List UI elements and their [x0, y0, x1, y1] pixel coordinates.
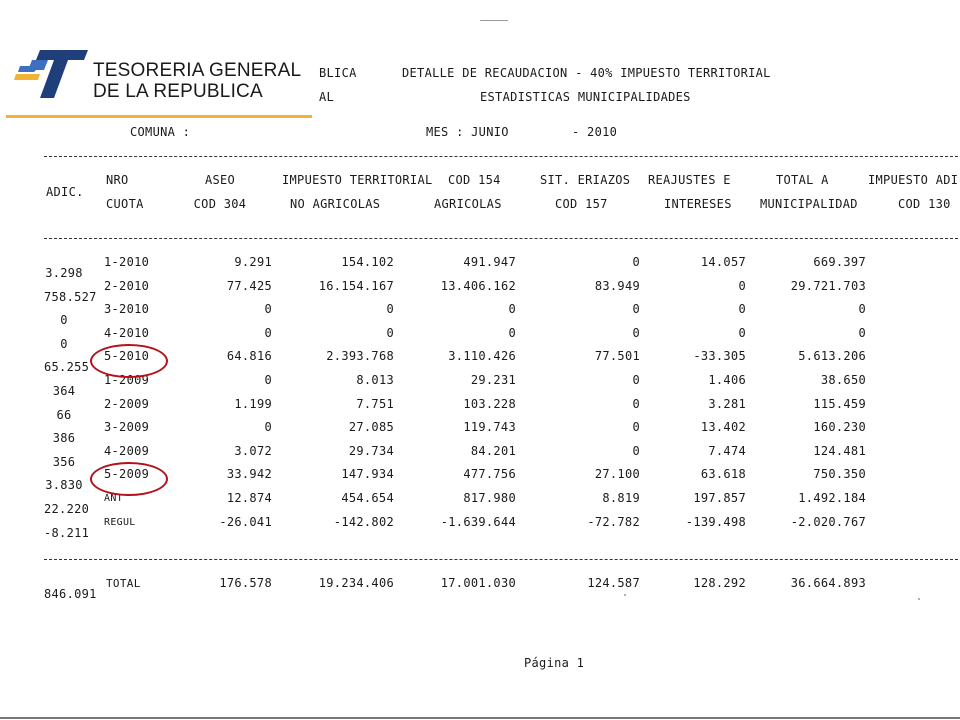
cell-total: 750.350 — [813, 467, 866, 482]
cell-reaj: 3.281 — [708, 396, 746, 411]
cell-total: 115.459 — [813, 396, 866, 411]
col-header-noagr-2: NO AGRICOLAS — [290, 197, 381, 211]
cell-agr: 84.201 — [470, 443, 516, 458]
col-header-agr-2: AGRICOLAS — [434, 197, 502, 211]
total-municipalidad: 36.664.893 — [790, 576, 866, 590]
cell-reaj: 7.474 — [708, 443, 746, 458]
cell-reaj: 14.057 — [700, 255, 746, 269]
cell-eriazos: 27.100 — [594, 467, 640, 482]
cell-agr: 0 — [508, 325, 516, 340]
cell-reaj: 63.618 — [700, 467, 746, 482]
adic-value: 3.830 — [45, 478, 83, 493]
cell-eriazos: 0 — [632, 325, 640, 340]
cell-eriazos: 77.501 — [594, 349, 640, 364]
cell-reaj: 1.406 — [708, 373, 746, 387]
logo-line-2: DE LA REPUBLICA — [93, 81, 263, 102]
total-agr: 17.001.030 — [440, 576, 516, 590]
row-cuota: REGUL — [104, 516, 136, 528]
col-header-adi-2: COD 130 — [898, 197, 951, 211]
cell-noagr: 0 — [386, 325, 394, 340]
cell-reaj: 197.857 — [693, 491, 746, 505]
total-noagr: 19.234.406 — [318, 576, 394, 590]
row-cuota: 1-2010 — [104, 255, 150, 269]
header-left-1: BLICA — [319, 66, 357, 80]
cell-total: 669.397 — [813, 255, 866, 269]
cell-total: 0 — [858, 325, 866, 340]
row-cuota: 3-2009 — [104, 420, 150, 435]
tesoreria-logo-icon — [10, 44, 92, 104]
highlight-circle-5-2009 — [90, 462, 168, 496]
adic-value: 65.255 — [44, 360, 90, 375]
cell-agr: 477.756 — [463, 467, 516, 482]
total-eriazos: 124.587 — [587, 576, 640, 590]
adic-value: 364 — [52, 384, 76, 398]
cell-reaj: 0 — [738, 278, 746, 293]
adic-value: -8.211 — [44, 525, 90, 540]
row-cuota: 5-2009 — [104, 467, 150, 482]
col-header-adic: ADIC. — [46, 185, 84, 199]
cell-eriazos: 0 — [632, 302, 640, 317]
cell-agr: 103.228 — [463, 396, 516, 411]
header-left-2: AL — [319, 90, 335, 104]
row-cuota: 2-2009 — [104, 396, 150, 411]
col-header-cuota-2: CUOTA — [106, 197, 144, 211]
cell-eriazos: 0 — [632, 396, 640, 411]
cell-eriazos: 0 — [632, 443, 640, 458]
report-title: DETALLE DE RECAUDACION - 40% IMPUESTO TERRITORIAL — [402, 66, 771, 80]
adic-value: 3.298 — [45, 266, 83, 280]
month-label: MES : JUNIO — [426, 125, 509, 139]
row-cuota: 4-2010 — [104, 325, 150, 340]
cell-total: 29.721.703 — [790, 278, 866, 293]
col-header-total-1: TOTAL A — [776, 173, 829, 187]
cell-reaj: -139.498 — [685, 514, 746, 529]
cell-agr: 3.110.426 — [448, 349, 516, 364]
adic-value: 386 — [52, 431, 76, 446]
col-header-aseo-2: COD 304 — [193, 197, 247, 211]
cell-noagr: 16.154.167 — [318, 278, 394, 293]
cell-noagr: 0 — [386, 302, 394, 317]
col-header-reaj-2: INTERESES — [664, 197, 732, 211]
cell-agr: -1.639.644 — [440, 514, 516, 529]
col-header-eriazos-2: COD 157 — [555, 197, 608, 211]
comuna-label: COMUNA : — [130, 125, 191, 139]
cell-eriazos: 83.949 — [594, 278, 640, 293]
cell-noagr: 7.751 — [356, 396, 394, 411]
cell-aseo: 12.874 — [226, 491, 272, 505]
cell-noagr: 8.013 — [356, 373, 394, 387]
total-label: TOTAL — [106, 577, 141, 590]
cell-aseo: 0 — [264, 373, 272, 387]
cell-noagr: 454.654 — [341, 491, 394, 505]
col-header-noagr-1: IMPUESTO TERRITORIAL — [282, 173, 433, 187]
logo-underline — [6, 115, 312, 118]
cell-agr: 119.743 — [463, 420, 516, 435]
cell-aseo: 33.942 — [226, 467, 272, 482]
cell-aseo: 3.072 — [234, 443, 272, 458]
cell-aseo: 64.816 — [226, 349, 272, 364]
divider-total — [44, 559, 958, 560]
cell-aseo: 9.291 — [234, 255, 272, 269]
cell-reaj: 0 — [738, 302, 746, 317]
total-aseo: 176.578 — [219, 576, 272, 590]
cell-agr: 817.980 — [463, 491, 516, 505]
cell-noagr: 2.393.768 — [326, 349, 394, 364]
row-cuota: ANT — [104, 493, 123, 504]
cell-agr: 13.406.162 — [440, 278, 516, 293]
row-cuota: 5-2010 — [104, 349, 150, 364]
col-header-cuota-1: NRO — [106, 173, 129, 187]
adic-value: 0 — [60, 313, 68, 328]
cell-total: -2.020.767 — [790, 514, 866, 529]
cell-aseo: -26.041 — [219, 514, 272, 529]
adic-value: 0 — [60, 336, 68, 351]
row-cuota: 3-2010 — [104, 302, 150, 317]
cell-aseo: 0 — [264, 325, 272, 340]
total-reaj: 128.292 — [693, 576, 746, 590]
cell-total: 38.650 — [820, 373, 866, 387]
cell-total: 160.230 — [813, 420, 866, 435]
col-header-total-2: MUNICIPALIDAD — [760, 197, 858, 211]
cell-aseo: 77.425 — [226, 278, 272, 293]
col-header-reaj-1: REAJUSTES E — [648, 173, 731, 187]
adic-value: 758.527 — [44, 289, 97, 304]
cell-noagr: 147.934 — [341, 467, 394, 482]
total-adic: 846.091 — [44, 587, 97, 601]
adic-value: 356 — [52, 454, 76, 469]
highlight-circle-5-2010 — [90, 344, 168, 378]
cell-aseo: 0 — [264, 420, 272, 435]
logo-line-1: TESORERIA GENERAL — [93, 60, 302, 81]
cell-reaj: 0 — [738, 325, 746, 340]
row-cuota: 2-2010 — [104, 278, 150, 293]
cell-reaj: -33.305 — [693, 349, 746, 364]
divider-top — [44, 156, 958, 157]
col-header-eriazos-1: SIT. ERIAZOS — [540, 173, 631, 187]
page-number: Página 1 — [524, 656, 585, 670]
cell-total: 124.481 — [813, 443, 866, 458]
cell-aseo: 1.199 — [234, 396, 272, 411]
cell-eriazos: 0 — [632, 255, 640, 269]
cell-eriazos: 8.819 — [602, 491, 640, 505]
cell-eriazos: -72.782 — [587, 514, 640, 529]
row-cuota: 4-2009 — [104, 443, 150, 458]
cell-total: 5.613.206 — [798, 349, 866, 364]
cell-aseo: 0 — [264, 302, 272, 317]
cell-reaj: 13.402 — [700, 420, 746, 435]
year-label: - 2010 — [572, 125, 618, 139]
cell-total: 0 — [858, 302, 866, 317]
col-header-aseo-1: ASEO — [204, 173, 236, 187]
cell-noagr: -142.802 — [333, 514, 394, 529]
divider-header — [44, 238, 958, 239]
cell-eriazos: 0 — [632, 373, 640, 387]
adic-value: 66 — [56, 407, 72, 422]
report-subtitle: ESTADISTICAS MUNICIPALIDADES — [480, 90, 691, 104]
cell-agr: 29.231 — [470, 373, 516, 387]
scan-speck — [624, 594, 626, 596]
cell-total: 1.492.184 — [798, 491, 866, 505]
adic-value: 22.220 — [44, 502, 90, 516]
cell-eriazos: 0 — [632, 420, 640, 435]
cell-noagr: 27.085 — [348, 420, 394, 435]
cell-noagr: 29.734 — [348, 443, 394, 458]
cell-noagr: 154.102 — [341, 255, 394, 269]
col-header-agr-1: COD 154 — [448, 173, 501, 187]
cell-agr: 0 — [508, 302, 516, 317]
col-header-adi-1: IMPUESTO ADI — [868, 173, 959, 187]
row-cuota: 1-2009 — [104, 373, 150, 387]
bottom-rule — [0, 717, 960, 719]
cell-agr: 491.947 — [463, 255, 516, 269]
scan-speck — [480, 20, 508, 21]
scan-speck — [918, 598, 920, 600]
